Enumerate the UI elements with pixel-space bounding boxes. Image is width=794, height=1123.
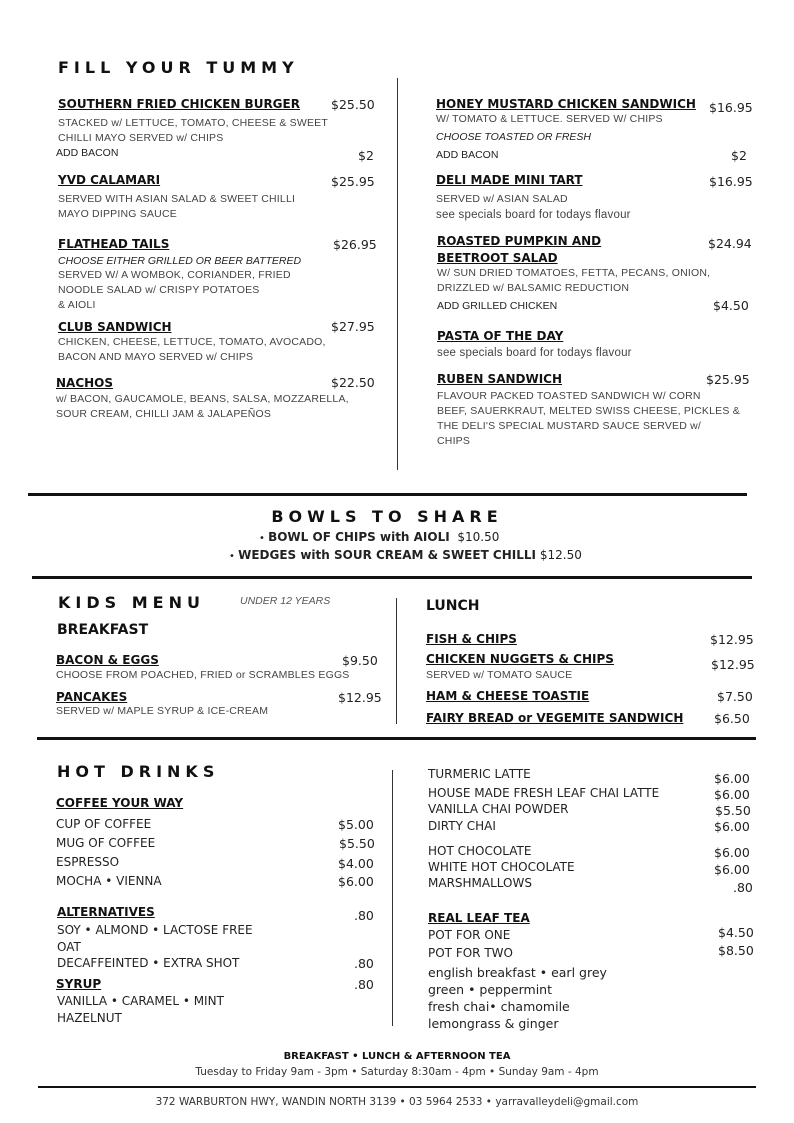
item-desc: CHICKEN, CHEESE, LETTUCE, TOMATO, AVOCADO, — [58, 336, 326, 348]
drink-name: DECAFFEINTED • EXTRA SHOT — [57, 956, 240, 970]
item-desc: BACON AND MAYO SERVED w/ CHIPS — [58, 351, 254, 363]
drink-name: POT FOR TWO — [428, 946, 513, 960]
item-name: PASTA OF THE DAY — [437, 329, 564, 343]
item-desc: SERVED w/ TOMATO SAUCE — [426, 669, 573, 681]
item-name: YVD CALAMARI — [58, 173, 161, 187]
item-desc: W/ SUN DRIED TOMATOES, FETTA, PECANS, ONION, — [437, 267, 711, 279]
item-desc: see specials board for todays flavour — [437, 347, 632, 359]
item-desc: see specials board for todays flavour — [436, 209, 631, 221]
drink-price: $5.50 — [339, 836, 375, 851]
item-name: CLUB SANDWICH — [58, 320, 172, 334]
drink-name: MOCHA • VIENNA — [56, 874, 162, 888]
drink-price: $6.00 — [714, 862, 750, 877]
addon-label: ADD GRILLED CHICKEN — [437, 300, 558, 312]
item-name: HONEY MUSTARD CHICKEN SANDWICH — [436, 97, 696, 111]
service-times-heading: BREAKFAST • LUNCH & AFTERNOON TEA — [283, 1051, 511, 1062]
item-desc: CHILLI MAYO SERVED w/ CHIPS — [58, 132, 224, 144]
item-price: $25.95 — [706, 372, 750, 387]
item-name: BACON & EGGS — [56, 653, 159, 667]
section-title-kids-menu: KIDS MENU — [58, 593, 205, 612]
drink-price: $5.50 — [715, 803, 751, 818]
item-name: PANCAKES — [56, 690, 128, 704]
addon-price: $2 — [731, 148, 747, 163]
tea-heading: REAL LEAF TEA — [428, 911, 530, 925]
drink-price: $4.50 — [718, 925, 754, 940]
drink-name: HOUSE MADE FRESH LEAF CHAI LATTE — [428, 786, 660, 800]
drink-price: $5.00 — [338, 817, 374, 832]
item-price: $26.95 — [333, 237, 377, 252]
section-title-hot-drinks: HOT DRINKS — [57, 762, 220, 781]
addon-label: ADD BACON — [56, 147, 119, 159]
drink-price: .80 — [354, 977, 374, 992]
item-price: $22.50 — [331, 375, 375, 390]
item-desc: SERVED WITH ASIAN SALAD & SWEET CHILLI — [58, 193, 296, 205]
tea-variety: green • peppermint — [428, 982, 552, 997]
drink-name: CUP OF COFFEE — [56, 817, 152, 831]
syrup-heading: SYRUP — [56, 977, 102, 991]
kids-age-note: UNDER 12 YEARS — [240, 595, 331, 607]
item-name: BEETROOT SALAD — [437, 251, 558, 265]
bowl-item: • WEDGES with SOUR CREAM & SWEET CHILLI $12.50 — [229, 548, 582, 562]
item-desc: & AIOLI — [58, 299, 96, 311]
item-price: $16.95 — [709, 174, 753, 189]
tea-variety: fresh chai• chamomile — [428, 999, 570, 1014]
drink-price: .80 — [733, 880, 753, 895]
section-divider — [28, 493, 747, 496]
drink-name: MARSHMALLOWS — [428, 876, 532, 890]
item-price: $16.95 — [709, 100, 753, 115]
drink-price: $6.00 — [714, 845, 750, 860]
footer-divider — [38, 1086, 756, 1088]
item-desc: CHIPS — [437, 435, 471, 447]
item-desc: CHOOSE FROM POACHED, FRIED or SCRAMBLES EGGS — [56, 669, 350, 681]
drink-price: $6.00 — [714, 771, 750, 786]
item-price: $25.50 — [331, 97, 375, 112]
item-price: $6.50 — [714, 711, 750, 726]
item-desc: w/ BACON, GAUCAMOLE, BEANS, SALSA, MOZZARELLA, — [56, 393, 349, 405]
drink-price: $8.50 — [718, 943, 754, 958]
drink-name: HAZELNUT — [57, 1011, 122, 1025]
kids-lunch-heading: LUNCH — [426, 598, 480, 614]
item-desc: FLAVOUR PACKED TOASTED SANDWICH W/ CORN — [437, 390, 701, 402]
bowl-item-name: WEDGES with SOUR CREAM & SWEET CHILLI — [238, 548, 537, 562]
drink-name: DIRTY CHAI — [428, 819, 496, 833]
item-choice: CHOOSE EITHER GRILLED OR BEER BATTERED — [58, 255, 302, 267]
drink-name: OAT — [57, 940, 81, 954]
drink-name: VANILLA CHAI POWDER — [428, 802, 569, 816]
column-divider — [392, 770, 393, 1026]
drink-name: TURMERIC LATTE — [428, 767, 531, 781]
column-divider — [397, 78, 398, 470]
item-name: NACHOS — [56, 376, 114, 390]
drink-name: SOY • ALMOND • LACTOSE FREE — [57, 923, 253, 937]
item-desc: SERVED w/ MAPLE SYRUP & ICE-CREAM — [56, 705, 269, 717]
addon-price: $2 — [358, 148, 374, 163]
drink-name: POT FOR ONE — [428, 928, 511, 942]
item-price: $12.95 — [338, 690, 382, 705]
column-divider — [396, 598, 397, 724]
drink-name: WHITE HOT CHOCOLATE — [428, 860, 575, 874]
drink-name: HOT CHOCOLATE — [428, 844, 532, 858]
item-desc: MAYO DIPPING SAUCE — [58, 208, 177, 220]
tea-variety: lemongrass & ginger — [428, 1016, 559, 1031]
alternatives-heading: ALTERNATIVES — [57, 905, 155, 919]
item-name: DELI MADE MINI TART — [436, 173, 583, 187]
item-name: RUBEN SANDWICH — [437, 372, 563, 386]
item-price: $9.50 — [342, 653, 378, 668]
drink-price: .80 — [354, 956, 374, 971]
drink-price: $6.00 — [338, 874, 374, 889]
contact-details: 372 WARBURTON HWY, WANDIN NORTH 3139 • 03 5964 2533 • yarravalleydeli@gmail.com — [155, 1096, 639, 1108]
opening-hours: Tuesday to Friday 9am - 3pm • Saturday 8:30am - 4pm • Sunday 9am - 4pm — [195, 1066, 599, 1078]
item-name: FAIRY BREAD or VEGEMITE SANDWICH — [426, 711, 684, 725]
item-desc: STACKED w/ LETTUCE, TOMATO, CHEESE & SWEET — [58, 117, 328, 129]
item-desc: SERVED w/ ASIAN SALAD — [436, 193, 568, 205]
item-desc: THE DELI'S SPECIAL MUSTARD SAUCE SERVED w/ — [437, 420, 702, 432]
item-desc: SOUR CREAM, CHILLI JAM & JALAPEÑOS — [56, 408, 272, 420]
drink-name: MUG OF COFFEE — [56, 836, 156, 850]
item-name: FLATHEAD TAILS — [58, 237, 170, 251]
item-name: HAM & CHEESE TOASTIE — [426, 689, 590, 703]
item-price: $7.50 — [717, 689, 753, 704]
item-name: SOUTHERN FRIED CHICKEN BURGER — [58, 97, 300, 111]
bowl-item-price: $12.50 — [539, 548, 582, 562]
drink-price: .80 — [354, 908, 374, 923]
item-price: $24.94 — [708, 236, 752, 251]
item-name: CHICKEN NUGGETS & CHIPS — [426, 652, 614, 666]
item-desc: DRIZZLED w/ BALSAMIC REDUCTION — [437, 282, 630, 294]
section-divider — [32, 576, 752, 579]
item-desc: SERVED W/ A WOMBOK, CORIANDER, FRIED — [58, 269, 291, 281]
item-name: ROASTED PUMPKIN AND — [437, 234, 602, 248]
item-choice: CHOOSE TOASTED OR FRESH — [436, 131, 591, 143]
drink-price: $6.00 — [714, 819, 750, 834]
addon-label: ADD BACON — [436, 149, 499, 161]
tea-variety: english breakfast • earl grey — [428, 965, 607, 980]
drink-price: $4.00 — [338, 856, 374, 871]
item-price: $25.95 — [331, 174, 375, 189]
bowl-item-name: BOWL OF CHIPS with AIOLI — [268, 530, 450, 544]
coffee-heading: COFFEE YOUR WAY — [56, 796, 184, 810]
section-title-bowls-to-share: BOWLS TO SHARE — [271, 507, 503, 526]
section-divider — [37, 737, 756, 740]
addon-price: $4.50 — [713, 298, 749, 313]
kids-breakfast-heading: BREAKFAST — [57, 622, 149, 638]
section-title-fill-your-tummy: FILL YOUR TUMMY — [58, 58, 299, 77]
item-desc: BEEF, SAUERKRAUT, MELTED SWISS CHEESE, PICKLES & — [437, 405, 740, 417]
item-price: $12.95 — [711, 657, 755, 672]
item-name: FISH & CHIPS — [426, 632, 517, 646]
drink-price: $6.00 — [714, 787, 750, 802]
bowl-item: • BOWL OF CHIPS with AIOLI $10.50 — [259, 530, 500, 544]
item-price: $12.95 — [710, 632, 754, 647]
drink-name: ESPRESSO — [56, 855, 120, 869]
item-price: $27.95 — [331, 319, 375, 334]
item-desc: NOODLE SALAD w/ CRISPY POTATOES — [58, 284, 260, 296]
item-desc: W/ TOMATO & LETTUCE. SERVED W/ CHIPS — [436, 113, 663, 125]
bowl-item-price: $10.50 — [457, 530, 500, 544]
drink-name: VANILLA • CARAMEL • MINT — [57, 994, 224, 1008]
